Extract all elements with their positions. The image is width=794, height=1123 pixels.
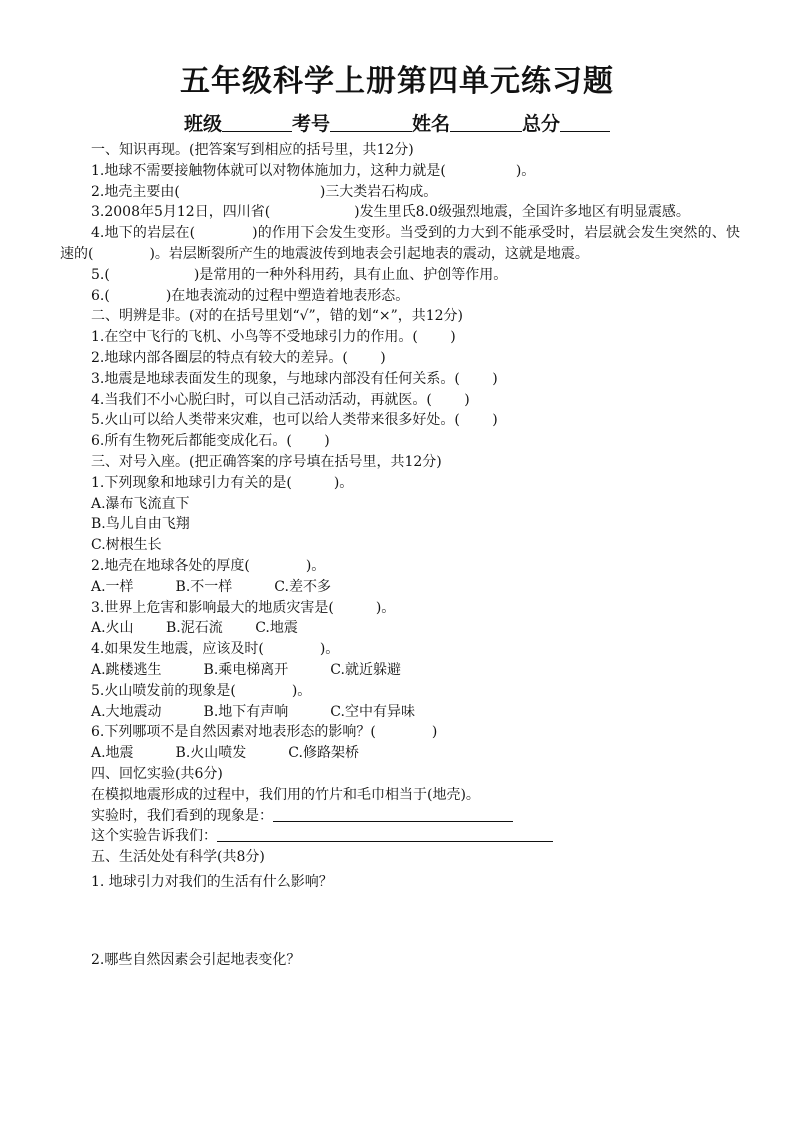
s2-item: 5.火山可以给人类带来灾难，也可以给人类带来很多好处。( ) (91, 412, 498, 429)
name-blank[interactable] (450, 111, 522, 132)
exam-no-label: 考号 (291, 113, 330, 135)
s2-item: 4.当我们不小心脱臼时，可以自己活动活动，再就医。( ) (91, 391, 470, 408)
s3-q5-options: A.大地震动 B.地下有声响 C.空中有异味 (91, 703, 415, 720)
s2-item: 1.在空中飞行的飞机、小鸟等不受地球引力的作用。( ) (91, 329, 456, 346)
section2-heading: 二、明辨是非。(对的在括号里划“√”，错的划“×”，共12分) (91, 308, 464, 325)
s3-q1-option-c: C.树根生长 (91, 537, 162, 554)
s1-question-1: 1.地球不需要接触物体就可以对物体施加力，这种力就是( )。 (91, 162, 536, 179)
s2-item: 3.地震是地球表面发生的现象，与地球内部没有任何关系。( ) (91, 370, 498, 387)
s3-question-5: 5.火山喷发前的现象是( )。 (91, 682, 312, 699)
s3-q1-option-a: A.瀑布飞流直下 (91, 495, 190, 512)
s1-question-4: 4.地下的岩层在( )的作用下会发生变形。当受到的力大到不能承受时，岩层就会发生突然的、快速的( )。岩层断裂所产生的地震波传到地表会引起地表的震动，这就是地震。 (60, 225, 740, 262)
s5-question-2: 2.哪些自然因素会引起地表变化？ (91, 951, 301, 968)
s4-line-1: 在模拟地震形成的过程中，我们用的竹片和毛巾相当于(地壳)。 (91, 786, 480, 803)
score-label: 总分 (522, 113, 561, 135)
score-blank[interactable] (560, 111, 610, 132)
s4-answer-blank-1[interactable] (273, 806, 513, 822)
page-title: 五年级科学上册第四单元练习题 (180, 64, 614, 99)
exam-no-blank[interactable] (330, 111, 412, 132)
name-label: 姓名 (412, 113, 451, 135)
s3-q4-options: A.跳楼逃生 B.乘电梯离开 C.就近躲避 (91, 661, 401, 678)
s4-answer-blank-2[interactable] (217, 826, 553, 842)
s3-question-6: 6.下列哪项不是自然因素对地表形态的影响？( ) (91, 724, 438, 741)
class-blank[interactable] (222, 111, 292, 132)
s1-question-6: 6.( )在地表流动的过程中塑造着地表形态。 (91, 287, 410, 304)
s4-line-2-text: 实验时，我们看到的现象是： (91, 807, 273, 824)
s2-item: 2.地球内部各圈层的特点有较大的差异。( ) (91, 349, 386, 366)
s2-item: 6.所有生物死后都能变成化石。( ) (91, 433, 330, 450)
section4-heading: 四、回忆实验(共6分) (91, 765, 223, 782)
s3-question-2: 2.地壳在地球各处的厚度( )。 (91, 557, 326, 574)
s3-q3-options: A.火山 B.泥石流 C.地震 (91, 620, 298, 637)
student-info-line (0, 110, 794, 138)
section5-heading: 五、生活处处有科学(共8分) (91, 849, 265, 866)
s1-question-5: 5.( )是常用的一种外科用药，具有止血、护创等作用。 (91, 266, 508, 283)
s3-question-3: 3.世界上危害和影响最大的地质灾害是( )。 (91, 599, 396, 616)
section3-heading: 三、对号入座。(把正确答案的序号填在括号里，共12分) (91, 453, 442, 470)
s3-q2-options: A.一样 B.不一样 C.差不多 (91, 578, 331, 595)
class-label: 班级 (183, 113, 222, 135)
s3-question-4: 4.如果发生地震，应该及时( )。 (91, 641, 340, 658)
s1-question-3: 3.2008年5月12日，四川省( )发生里氏8.0级强烈地震，全国许多地区有明显震感。 (91, 204, 690, 221)
s5-answer-space-1[interactable] (60, 893, 740, 948)
s4-line-2 (60, 806, 740, 827)
section1-heading: 一、知识再现。(把答案写到相应的括号里，共12分) (91, 142, 414, 158)
s4-line-3-text: 这个实验告诉我们： (91, 828, 217, 845)
s3-q1-option-b: B.鸟儿自由飞翔 (91, 516, 190, 533)
worksheet-body (60, 140, 740, 970)
s1-question-2: 2.地壳主要由( )三大类岩石构成。 (91, 183, 438, 200)
s3-question-1: 1.下列现象和地球引力有关的是( )。 (91, 474, 354, 491)
s3-q6-options: A.地震 B.火山喷发 C.修路架桥 (91, 745, 359, 762)
s4-line-3 (60, 826, 740, 847)
s5-question-1: 1. 地球引力对我们的生活有什么影响？ (91, 873, 333, 890)
